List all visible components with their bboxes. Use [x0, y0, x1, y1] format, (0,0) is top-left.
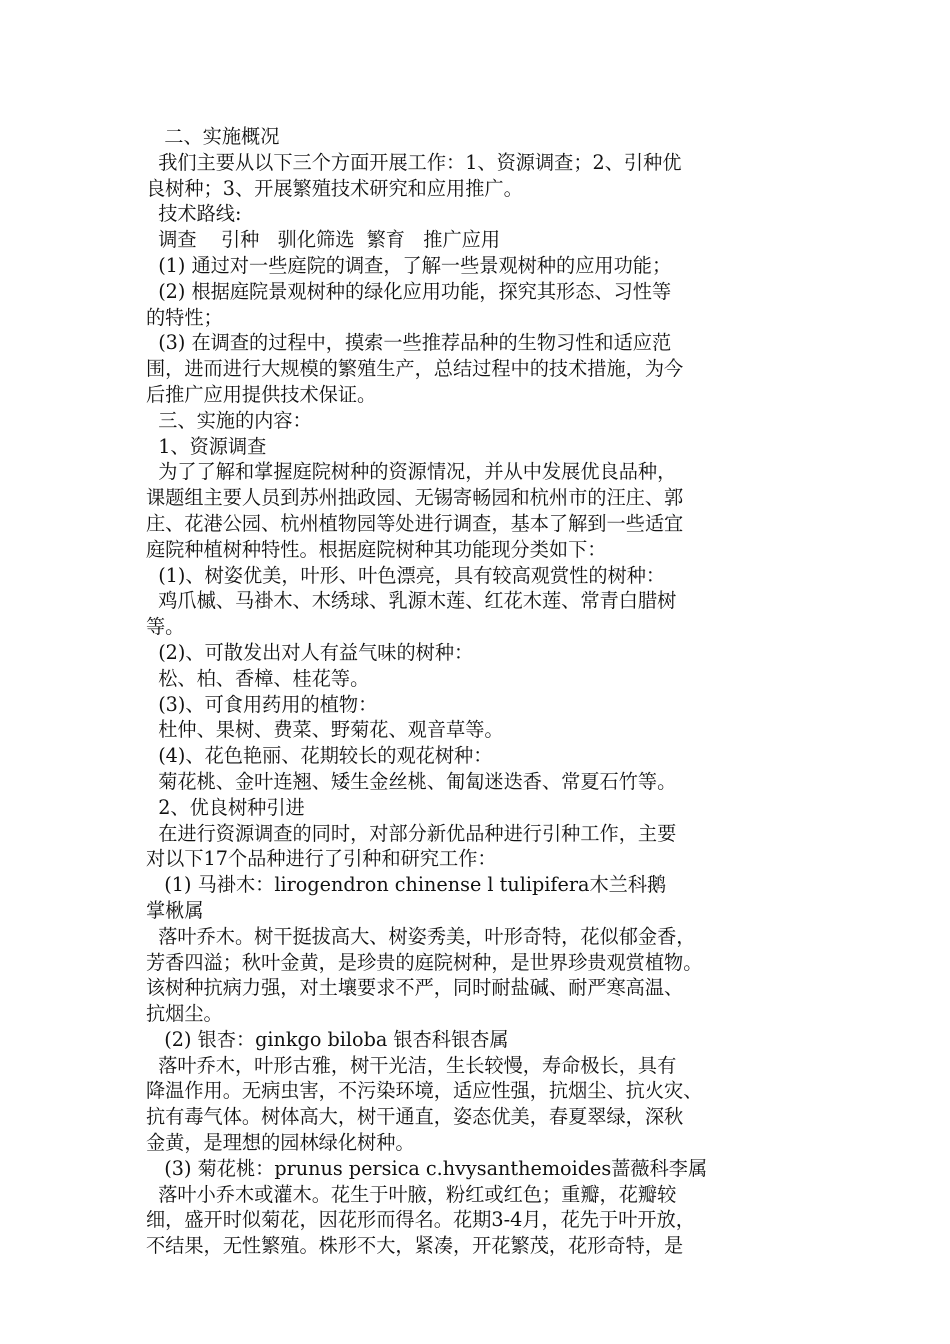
text-line: 良树种；3、开展繁殖技术研究和应用推广。	[146, 176, 523, 200]
text-line: 庭院种植树种特性。根据庭院树种其功能现分类如下：	[146, 537, 607, 561]
text-line: 技术路线:	[146, 202, 242, 226]
text-line: 1、资源调查	[146, 434, 267, 458]
text-line: (4)、花色艳丽、花期较长的观花树种：	[146, 744, 493, 768]
text-line: (2)、可散发出对人有益气味的树种：	[146, 640, 474, 664]
text-line: 课题组主要人员到苏州拙政园、无锡寄畅园和杭州市的汪庄、郭	[146, 486, 684, 510]
text-line: 对以下17个品种进行了引种和研究工作：	[146, 847, 497, 871]
text-line: 抗烟尘。	[146, 1002, 223, 1026]
document-body	[146, 124, 786, 1259]
text-line: 等。	[146, 615, 185, 639]
text-line: 的特性；	[146, 305, 223, 329]
text-line: (2) 根据庭院景观树种的绿化应用功能，探究其形态、习性等	[146, 279, 672, 303]
text-line: (3) 菊花桃：prunus persica c.hvysanthemoides蔷薇科李属	[146, 1156, 708, 1180]
text-line: 松、柏、香樟、桂花等。	[146, 666, 370, 690]
text-line: 调查 引种 驯化筛选 繁育 推广应用	[146, 228, 501, 252]
text-line: 抗有毒气体。树体高大，树干通直，姿态优美，春夏翠绿，深秋	[146, 1105, 684, 1129]
text-line: 后推广应用提供技术保证。	[146, 382, 377, 406]
text-line: (1)、树姿优美，叶形、叶色漂亮，具有较高观赏性的树种：	[146, 563, 666, 587]
text-line: 围，进而进行大规模的繁殖生产，总结过程中的技术措施，为今	[146, 357, 684, 381]
text-line: 落叶小乔木或灌木。花生于叶腋，粉红或红色；重瓣，花瓣较	[146, 1182, 677, 1206]
text-line: 掌楸属	[146, 898, 204, 922]
text-line: 金黄，是理想的园林绿化树种。	[146, 1131, 415, 1155]
text-line: 鸡爪槭、马褂木、木绣球、乳源木莲、红花木莲、常青白腊树	[146, 589, 677, 613]
text-line: 杜仲、果树、费菜、野菊花、观音草等。	[146, 718, 504, 742]
text-line: 菊花桃、金叶连翘、矮生金丝桃、匍匐迷迭香、常夏石竹等。	[146, 769, 677, 793]
text-line: 芳香四溢；秋叶金黄，是珍贵的庭院树种，是世界珍贵观赏植物。	[146, 950, 703, 974]
text-line: 细，盛开时似菊花，因花形而得名。花期3-4月，花先于叶开放，	[146, 1208, 695, 1232]
text-line: 落叶乔木，叶形古雅，树干光洁，生长较慢，寿命极长，具有	[146, 1053, 677, 1077]
text-line: 在进行资源调查的同时，对部分新优品种进行引种工作，主要	[146, 821, 677, 845]
text-line: 为了了解和掌握庭院树种的资源情况，并从中发展优良品种，	[146, 460, 677, 484]
text-line: (1) 马褂木：lirogendron chinense l tulipifera木兰科鹅	[146, 873, 667, 897]
text-line: 我们主要从以下三个方面开展工作：1、资源调查；2、引种优	[146, 150, 682, 174]
text-line: (1) 通过对一些庭院的调查，了解一些景观树种的应用功能；	[146, 253, 672, 277]
text-line: 庄、花港公园、杭州植物园等处进行调查，基本了解到一些适宜	[146, 511, 684, 535]
text-line: 该树种抗病力强，对土壤要求不严，同时耐盐碱、耐严寒高温、	[146, 976, 684, 1000]
text-line: (3) 在调查的过程中，摸索一些推荐品种的生物习性和适应范	[146, 331, 672, 355]
text-line: 不结果，无性繁殖。株形不大，紧凑，开花繁茂，花形奇特，是	[146, 1234, 684, 1258]
text-line: 落叶乔木。树干挺拔高大、树姿秀美，叶形奇特，花似郁金香，	[146, 924, 696, 948]
text-line: (3)、可食用药用的植物：	[146, 692, 378, 716]
text-line: (2) 银杏：ginkgo biloba 银杏科银杏属	[146, 1027, 509, 1051]
text-line: 2、优良树种引进	[146, 795, 305, 819]
text-line: 三、实施的内容：	[146, 408, 312, 432]
text-line: 二、实施概况	[146, 125, 280, 148]
text-line: 降温作用。无病虫害，不污染环境，适应性强，抗烟尘、抗火灾、	[146, 1079, 703, 1103]
